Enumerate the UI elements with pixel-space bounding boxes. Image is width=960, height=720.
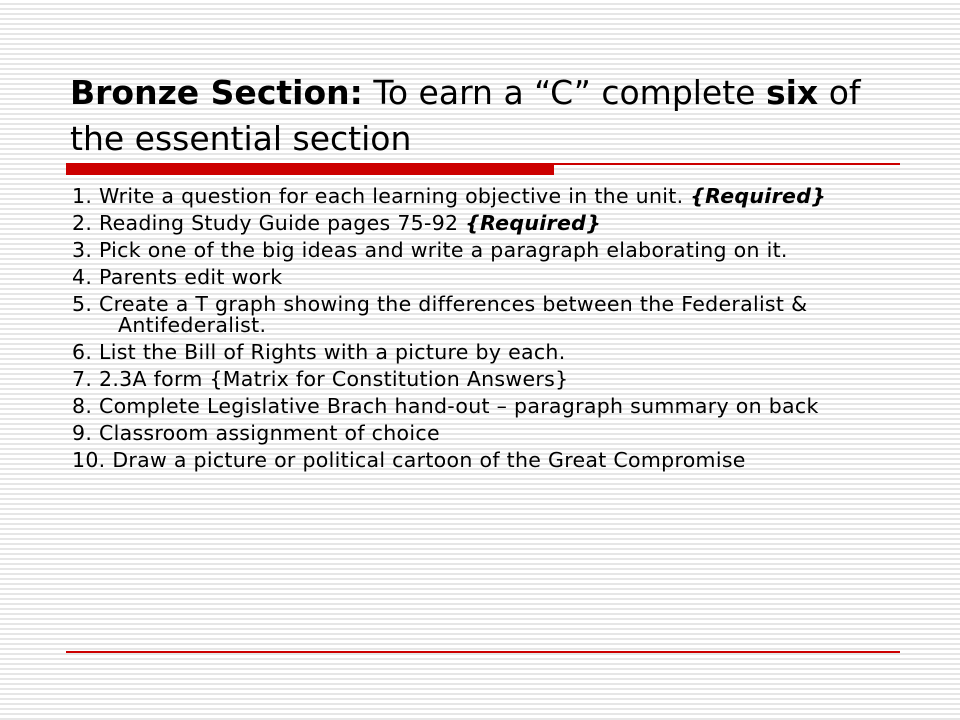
item-text: 10. Draw a picture or political cartoon of the Great Compromise bbox=[72, 448, 746, 472]
list-item bbox=[72, 342, 912, 363]
list-item bbox=[72, 267, 912, 288]
assignment-list bbox=[72, 186, 912, 477]
required-tag: {Required} bbox=[465, 211, 602, 235]
title-accent-line bbox=[554, 163, 900, 165]
item-text: 1. Write a question for each learning objective in the unit. bbox=[72, 184, 691, 208]
list-item bbox=[72, 213, 912, 234]
list-item bbox=[72, 294, 912, 336]
item-text: 6. List the Bill of Rights with a picture by each. bbox=[72, 340, 566, 364]
list-item bbox=[72, 369, 912, 390]
title-bold-lead: Bronze Section: bbox=[70, 73, 363, 112]
item-text: 7. 2.3A form {Matrix for Constitution Answers} bbox=[72, 367, 569, 391]
title-bold-word: six bbox=[765, 73, 819, 112]
required-tag: {Required} bbox=[690, 184, 827, 208]
list-item bbox=[72, 186, 912, 207]
list-item bbox=[72, 423, 912, 444]
title-accent-bar bbox=[66, 163, 554, 175]
item-text: 8. Complete Legislative Brach hand-out – paragraph summary on back bbox=[72, 394, 819, 418]
item-text: 9. Classroom assignment of choice bbox=[72, 421, 440, 445]
list-item bbox=[72, 396, 912, 417]
title-tail: of the essential section bbox=[70, 73, 861, 158]
list-item bbox=[72, 450, 912, 471]
list-item bbox=[72, 240, 912, 261]
slide-title bbox=[70, 70, 920, 162]
title-middle: To earn a “C” complete bbox=[362, 73, 766, 112]
item-text: 3. Pick one of the big ideas and write a paragraph elaborating on it. bbox=[72, 238, 788, 262]
footer-accent-line bbox=[66, 651, 900, 653]
item-text: 4. Parents edit work bbox=[72, 265, 283, 289]
item-text: 5. Create a T graph showing the differences between the Federalist & Antifederalist. bbox=[72, 292, 808, 337]
item-text: 2. Reading Study Guide pages 75-92 bbox=[72, 211, 466, 235]
